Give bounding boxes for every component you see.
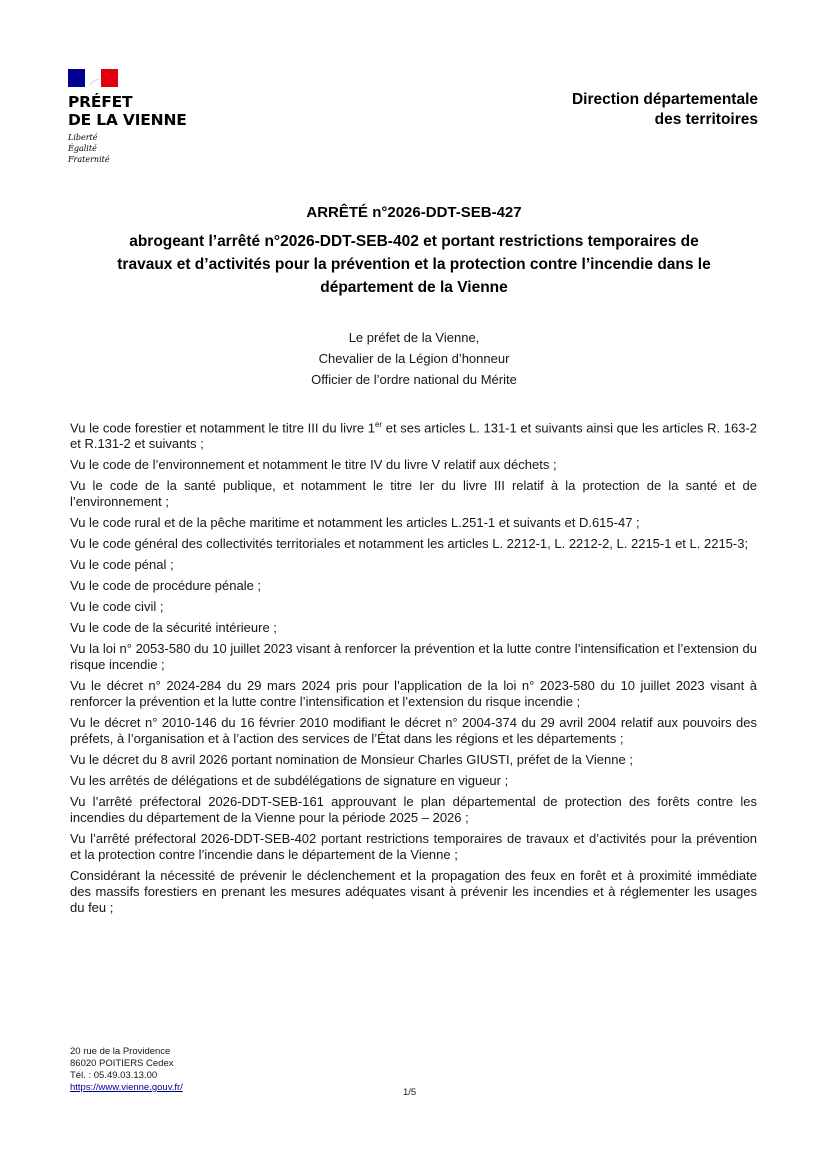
visa-paragraph: Vu la loi n° 2053-580 du 10 juillet 2023 visant à renforcer la prévention et la lutte contre l’intensification et l’extension du risque incendie ; bbox=[70, 641, 757, 673]
address-street: 20 rue de la Providence bbox=[70, 1046, 171, 1057]
direction-line-1: Direction départementale bbox=[571, 91, 758, 108]
visa-paragraph: Vu le décret du 8 avril 2026 portant nomination de Monsieur Charles GIUSTI, préfet de la Vienne ; bbox=[70, 752, 633, 768]
visa-paragraph: Vu le code de procédure pénale ; bbox=[70, 578, 262, 594]
visa-paragraph: Vu le code civil ; bbox=[70, 599, 164, 615]
page-number: 1/5 bbox=[403, 1087, 417, 1098]
visa-paragraph: Vu l’arrêté préfectoral 2026-DDT-SEB-161 approuvant le plan départemental de protection des forêts contre les incendies du département de la Vienne pour la période 2025 – 2026 ; bbox=[70, 794, 757, 826]
visa-paragraph: Vu les arrêtés de délégations et de subdélégations de signature en vigueur ; bbox=[70, 773, 509, 789]
website-link[interactable]: https://www.vienne.gouv.fr/ bbox=[70, 1082, 183, 1093]
arrete-number: ARRÊTÉ n°2026-DDT-SEB-427 bbox=[306, 204, 522, 221]
logo-vienne-text: DE LA VIENNE bbox=[68, 111, 187, 129]
considerant-paragraph: Considérant la nécessité de prévenir le déclenchement et la propagation des feux en forêt et à proximité immédiate des massifs forestiers en prenant les mesures adéquates visant à prévenir les incendies et à réglementer les usages du feu ; bbox=[70, 868, 757, 916]
visa-paragraph: Vu le code général des collectivités territoriales et notamment les articles L. 2212-1, L. 2212-2, L. 2215-1 et L. 2215-3; bbox=[70, 536, 749, 552]
republic-motto bbox=[68, 132, 218, 165]
issuing-direction bbox=[572, 90, 758, 130]
motto-liberte: Liberté bbox=[68, 133, 98, 142]
address-city: 86020 POITIERS Cedex bbox=[70, 1058, 174, 1069]
motto-fraternite: Fraternité bbox=[68, 155, 110, 164]
prefect-intro bbox=[70, 327, 758, 390]
arrete-subject bbox=[70, 230, 758, 299]
intro-line-2: Chevalier de la Légion d’honneur bbox=[318, 351, 510, 366]
visa-paragraph: Vu le décret n° 2024-284 du 29 mars 2024 pris pour l’application de la loi n° 2023-580 du 10 juillet 2023 visant à renforcer la prévention et la lutte contre l’intensification et l’extension du risque incendie ; bbox=[70, 678, 757, 710]
prefecture-logo bbox=[68, 69, 218, 165]
phone-number: Tél. : 05.49.03.13.00 bbox=[70, 1070, 158, 1081]
superscript-er: er bbox=[374, 420, 383, 429]
visa-text: Vu le code forestier et notamment le titre III du livre 1 bbox=[70, 420, 375, 436]
intro-line-1: Le préfet de la Vienne, bbox=[348, 330, 480, 345]
motto-egalite: Égalité bbox=[68, 144, 97, 153]
intro-line-3: Officier de l’ordre national du Mérite bbox=[311, 372, 517, 387]
visa-paragraph: Vu le code pénal ; bbox=[70, 557, 174, 573]
marianne-flag-icon bbox=[68, 69, 118, 87]
visa-text: et ses articles L. 131-1 et suivants ainsi que les articles R. 163-2 et R.131-2 et suivants ; bbox=[70, 420, 757, 452]
visa-paragraph: Vu le code rural et de la pêche maritime et notamment les articles L.251-1 et suivants et D.615-47 ; bbox=[70, 515, 640, 531]
subject-line-3: département de la Vienne bbox=[320, 279, 508, 296]
visas-list bbox=[70, 417, 757, 921]
direction-line-2: des territoires bbox=[654, 111, 758, 128]
subject-line-1: abrogeant l’arrêté n°2026-DDT-SEB-402 et portant restrictions temporaires de bbox=[129, 233, 699, 250]
document-title bbox=[70, 203, 758, 299]
subject-line-2: travaux et d’activités pour la prévention et la protection contre l’incendie dans le bbox=[117, 256, 711, 273]
footer-address bbox=[70, 1046, 183, 1094]
visa-paragraph: Vu le code de la sécurité intérieure ; bbox=[70, 620, 277, 636]
visa-paragraph: Vu le décret n° 2010-146 du 16 février 2010 modifiant le décret n° 2004-374 du 29 avril 2004 relatif aux pouvoirs des préfets, à l’organisation et à l’action des services de l’État dans les régions et les départements ; bbox=[70, 715, 757, 747]
logo-prefet-text: PRÉFET bbox=[68, 93, 133, 111]
visa-paragraph bbox=[70, 417, 757, 452]
visa-paragraph: Vu le code de l’environnement et notamment le titre IV du livre V relatif aux déchets ; bbox=[70, 457, 557, 473]
visa-paragraph: Vu le code de la santé publique, et notamment le titre Ier du livre III relatif à la protection de la santé et de l’environnement ; bbox=[70, 478, 757, 510]
visa-paragraph: Vu l’arrêté préfectoral 2026-DDT-SEB-402 portant restrictions temporaires de travaux et d’activités pour la prévention et la protection contre l’incendie dans le département de la Vienne ; bbox=[70, 831, 757, 863]
